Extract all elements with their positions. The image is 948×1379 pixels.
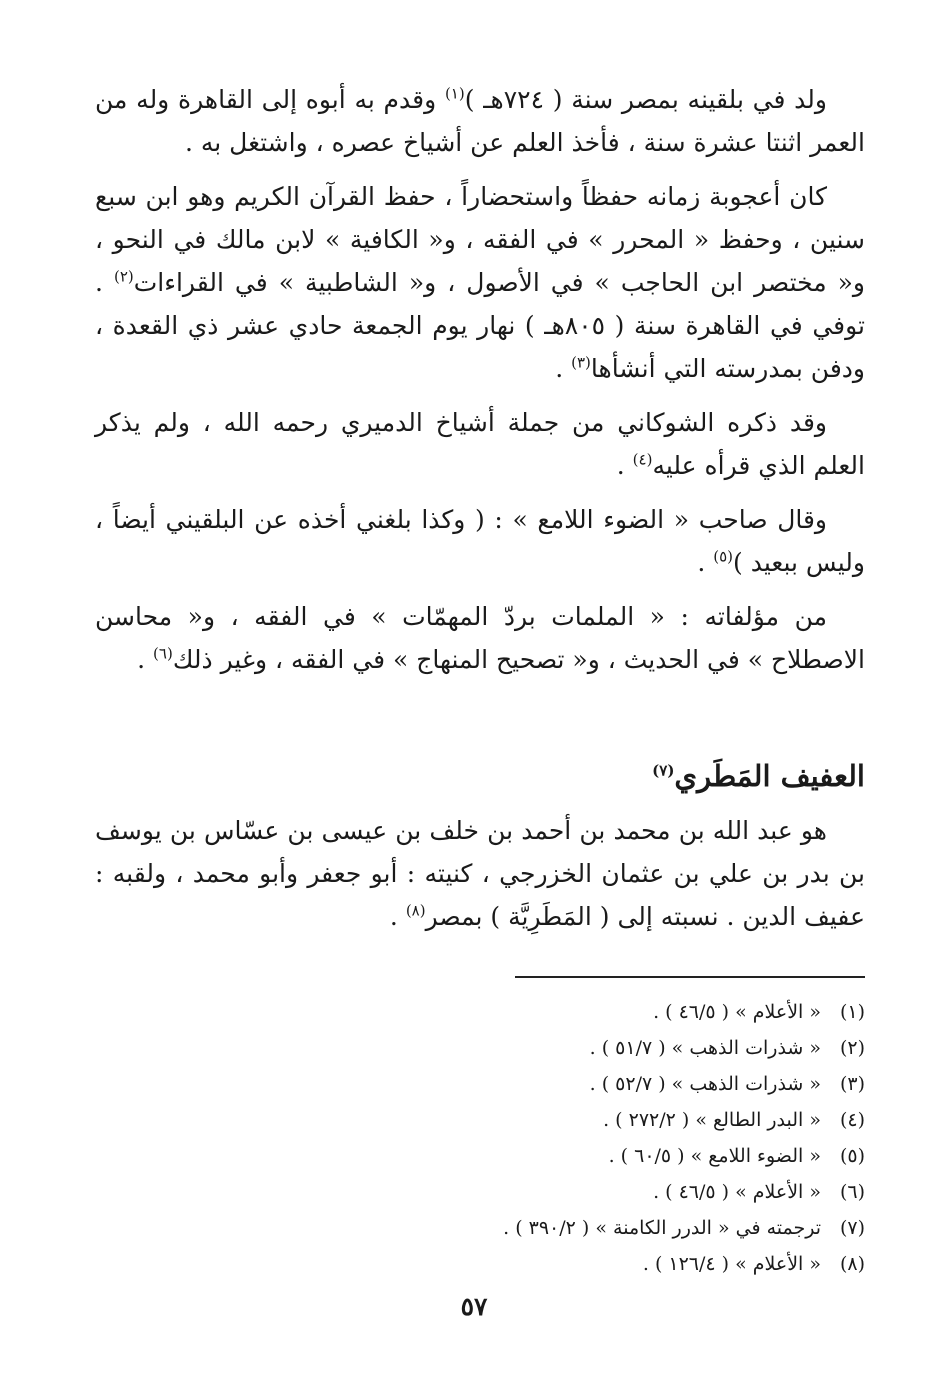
footnotes: [95, 994, 865, 1282]
page-number: ٥٧: [460, 1292, 488, 1321]
footnote-number: (٢): [839, 1037, 865, 1059]
footnote-number: (٧): [839, 1217, 865, 1239]
footnote-divider: [515, 976, 865, 978]
footnote-text: ترجمته في « الدرر الكامنة » ( ٣٩٠/٢ ) .: [503, 1217, 821, 1239]
footnote-ref[interactable]: (٧): [652, 761, 675, 780]
footnote-ref[interactable]: (١): [444, 84, 465, 103]
footnote-ref[interactable]: (٣): [571, 353, 591, 372]
paragraph-text: وقدم به أبوه إلى القاهرة وله من العمر اثنتا عشرة سنة ، فأخذ العلم عن أشياخ عصره ، واشتغل به .: [95, 85, 865, 157]
footnote-text: « شذرات الذهب » ( ٥١/٧ ) .: [589, 1037, 821, 1059]
paragraph-text: .: [555, 354, 572, 383]
paragraph-text: وقد ذكره الشوكاني من جملة أشياخ الدميري رحمه الله ، ولم يذكر العلم الذي قرأه عليه: [95, 408, 865, 480]
section-heading: [95, 751, 865, 801]
footnote-text: « الأعلام » ( ٤٦/٥ ) .: [653, 1181, 821, 1203]
paragraph-text: ولد في بلقينه بمصر سنة ( ٧٢٤هـ ): [464, 85, 827, 114]
paragraph-text: كان أعجوبة زمانه حفظاً واستحضاراً ، حفظ القرآن الكريم وهو ابن سبع سنين ، وحفظ « المحرر » في الفقه ، و« الكافية » لابن مالك في النحو ، و« مختصر ابن الحاجب » في الأصول ، و« الشاطبية » في القراءات: [95, 182, 865, 297]
footnote-number: (٣): [839, 1073, 865, 1095]
footnote-item: [95, 1138, 865, 1174]
footnote-ref[interactable]: (٨): [405, 901, 426, 920]
footnote-ref[interactable]: (٦): [153, 644, 173, 663]
paragraph-shawkani: [95, 401, 865, 487]
footnote-number: (٦): [839, 1181, 865, 1203]
page-body: [95, 78, 865, 1282]
footnote-number: (٨): [839, 1253, 865, 1275]
footnote-text: « شذرات الذهب » ( ٥٢/٧ ) .: [589, 1073, 821, 1095]
paragraph-text: .: [389, 902, 406, 931]
footnote-text: « الأعلام » ( ١٢٦/٤ ) .: [642, 1253, 821, 1275]
footnote-ref[interactable]: (٤): [632, 450, 653, 469]
paragraph-bio: [95, 809, 865, 938]
footnote-item: [95, 994, 865, 1030]
paragraph-text: وقال صاحب « الضوء اللامع » : ( وكذا بلغني أخذه عن البلقيني أيضاً ، وليس ببعيد ): [95, 505, 865, 577]
paragraph-text: . توفي في القاهرة سنة ( ٨٠٥هـ ) نهار يوم الجمعة حادي عشر ذي القعدة ، ودفن بمدرسته التي أنشأها: [95, 268, 866, 383]
footnote-item: [95, 1210, 865, 1246]
paragraph-text: .: [697, 548, 714, 577]
heading-text: العفيف المَطَري: [674, 759, 865, 793]
paragraph-text: هو عبد الله بن محمد بن أحمد بن خلف بن عيسى بن عسّاس بن يوسف بن بدر بن علي بن عثمان الخزرجي ، كنيته : أبو جعفر وأبو محمد ، ولقبه : عفيف الدين . نسبته إلى ( المَطَرِيَّة ) بمصر: [95, 816, 865, 931]
footnote-item: [95, 1030, 865, 1066]
footnote-ref[interactable]: (٢): [113, 267, 134, 286]
footnote-text: « الضوء اللامع » ( ٦٠/٥ ) .: [608, 1145, 821, 1167]
footnote-item: [95, 1246, 865, 1282]
footnote-number: (١): [839, 1001, 865, 1023]
paragraph-daw-lami: [95, 498, 865, 584]
paragraph-works: [95, 595, 865, 681]
paragraph-text: .: [616, 451, 633, 480]
footnote-text: « البدر الطالع » ( ٢٧٢/٢ ) .: [603, 1109, 821, 1131]
footnote-number: (٤): [839, 1109, 865, 1131]
footnote-number: (٥): [839, 1145, 865, 1167]
footnote-ref[interactable]: (٥): [713, 547, 734, 566]
paragraph-text: .: [137, 645, 154, 674]
paragraph-memorization: [95, 175, 865, 390]
footnote-item: [95, 1102, 865, 1138]
paragraph-text: من مؤلفاته : « الملمات بردّ المهمّات » في الفقه ، و« محاسن الاصطلاح » في الحديث ، و« تصحيح المنهاج » في الفقه ، وغير ذلك: [95, 602, 865, 674]
footnote-item: [95, 1174, 865, 1210]
footnote-text: « الأعلام » ( ٤٦/٥ ) .: [653, 1001, 821, 1023]
footnote-item: [95, 1066, 865, 1102]
paragraph-birth: [95, 78, 865, 164]
